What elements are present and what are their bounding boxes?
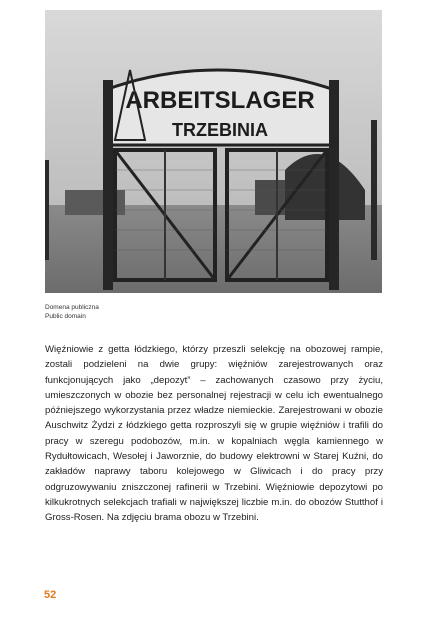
sign-text-2: TRZEBINIA (172, 120, 268, 140)
sign-text-1: ARBEITSLAGER (125, 87, 315, 114)
credit-english: Public domain (45, 313, 86, 320)
photo-credit (45, 303, 99, 321)
camp-gate-photo (45, 10, 382, 293)
body-paragraph: Więźniowie z getta łódzkiego, którzy przeszli selekcję na obozowej rampie, zostali podzieleni na dwie grupy: więźniów zarejestrowanych oraz funkcjonujących jako „depozyt” – zachowanych czasowo przy życiu, umieszczonych w obozie bez personalnej rejestracji w celu ich ewentualnego późniejszego wykorzystania przez władze niemieckie. Zarejestrowani w obozie Auschwitz Żydzi z łódzkiego getta rozproszyli się w grupie więźniów i trafili do pracy w szeregu podobozów, m.in. w kopalniach węgla kamiennego w Rydułtowicach, Wesołej i Jaworznie, do budowy elektrowni w Starej Kuźni, do zakładów naprawy taboru kolejowego w Gliwicach i do pracy przy odgruzowywaniu zniszczonej rafinerii w Trzebini. Więźniowie depozytowi po kilkukrotnych selekcjach trafiali w największej liczbie m.in. do obozów Stutthof i Gross-Rosen. Na zdjęciu brama obozu w Trzebini. (45, 344, 383, 524)
credit-polish: Domena publiczna (45, 304, 99, 311)
page-number: 52 (44, 589, 57, 601)
